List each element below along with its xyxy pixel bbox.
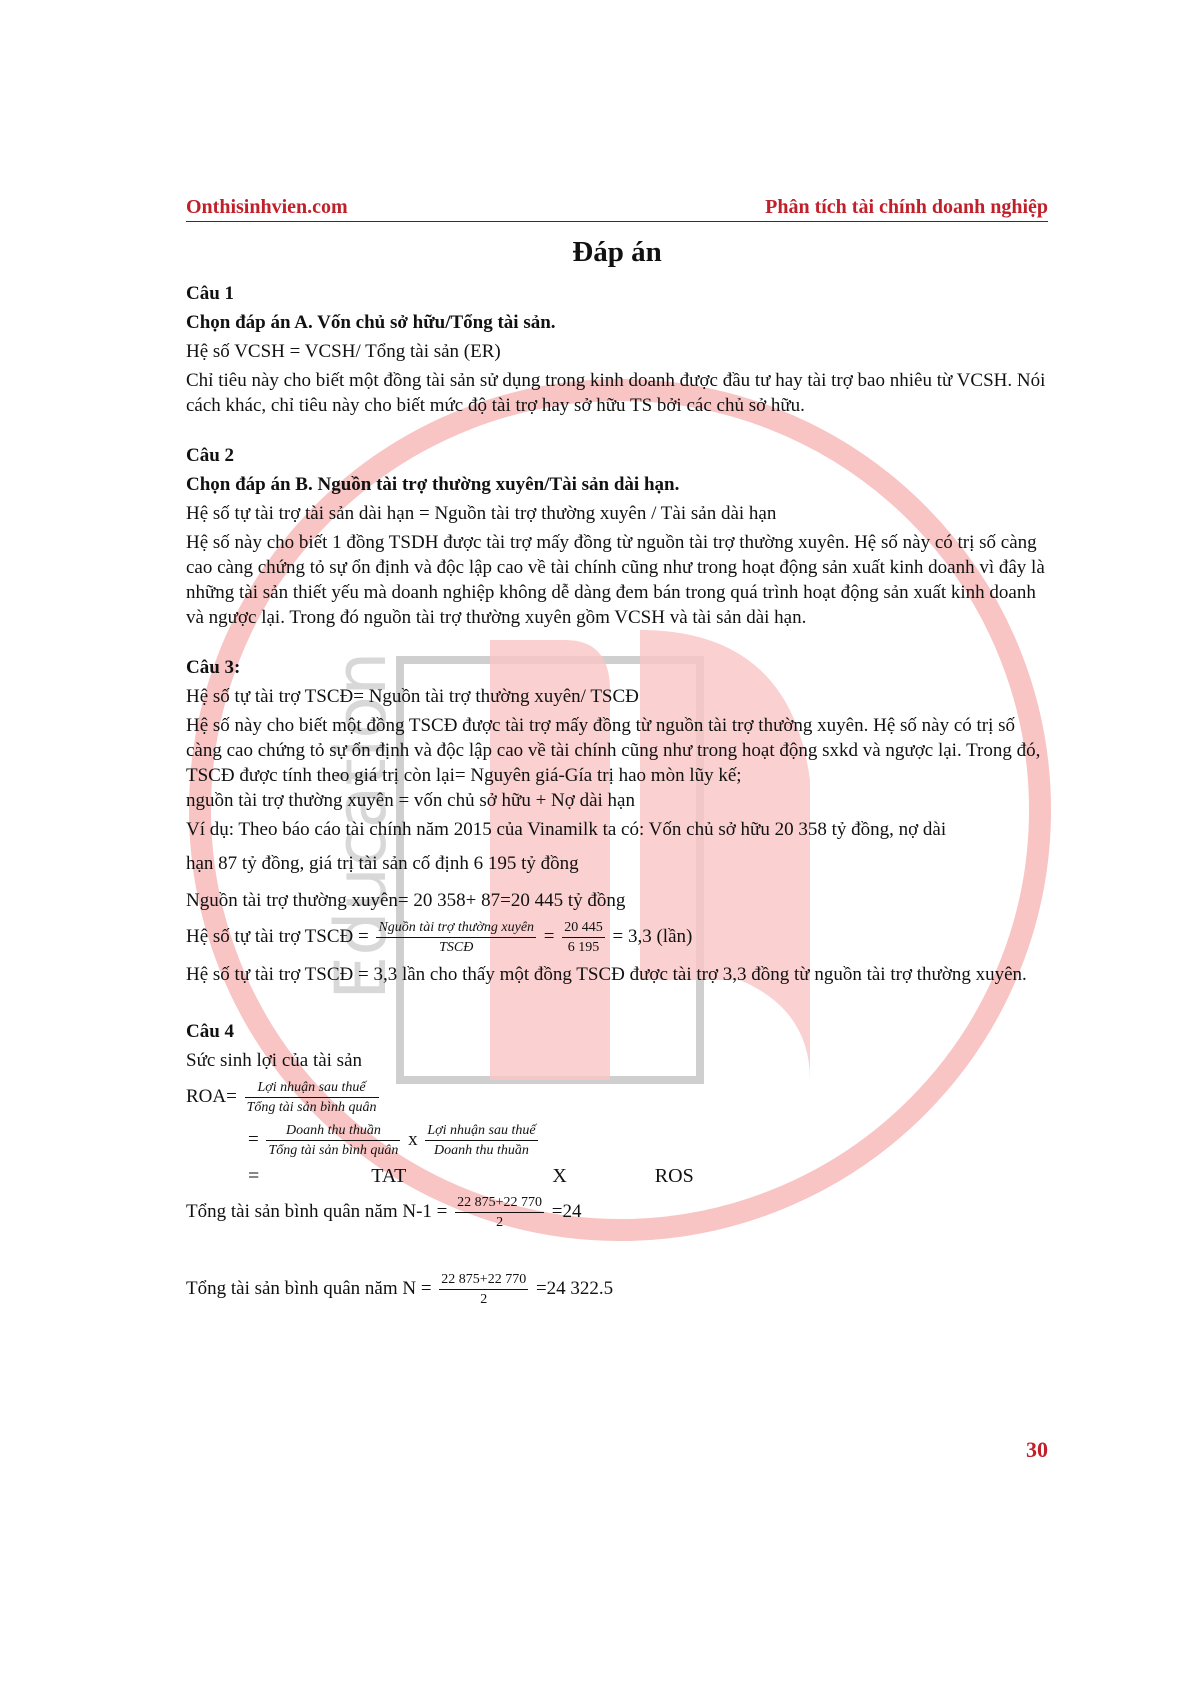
cau1-heading: Câu 1 <box>186 283 235 304</box>
cau1-answer: Chọn đáp án A. Vốn chủ sở hữu/Tổng tài sản. <box>186 312 556 333</box>
cau3-calc1: Nguồn tài trợ thường xuyên= 20 358+ 87=20 445 tỷ đồng <box>186 890 626 911</box>
fraction: $\frac{22 875+22 770}{2}$ <box>457 1195 543 1230</box>
roa-formula: ROA= $\frac{\text{Lợi nhuận sau thuế}}{\text{Tổng tài sản bình quân}}$ <box>186 1080 377 1115</box>
avg-assets-n: Tổng tài sản bình quân năm N = $\frac{22 875+22 770}{2}$ =24 322.5 <box>186 1272 614 1307</box>
cau4-heading: Câu 4 <box>186 1021 235 1042</box>
fraction: $\frac{20 445}{6 195}$ <box>564 920 603 955</box>
cau1-formula: Hệ số VCSH = VCSH/ Tổng tài sản (ER) <box>186 341 501 362</box>
cau1-explain: Chỉ tiêu này cho biết một đồng tài sản sử dụng trong kinh doanh được đầu tư hay tài trợ bao nhiêu từ VCSH. Nói cách khác, chỉ tiêu này cho biết mức độ tài trợ hay sở hữu TS bởi các chủ sở hữu. <box>186 370 1046 416</box>
fraction: $\frac{\text{Lợi nhuận sau thuế}}{\text{Tổng tài sản bình quân}}$ <box>246 1080 377 1115</box>
cau3-example: Ví dụ: Theo báo cáo tài chính năm 2015 của Vinamilk ta có: Vốn chủ sở hữu 20 358 tỷ đồng, nợ dài <box>186 819 947 840</box>
fraction: $\frac{\text{Doanh thu thuần}}{\text{Tổng tài sản bình quân}}$ <box>268 1123 399 1158</box>
header-subject: Phân tích tài chính doanh nghiệp <box>765 196 1048 218</box>
cau3-heading: Câu 3: <box>186 657 241 678</box>
page-number: 30 <box>1026 1437 1048 1462</box>
cau3-formula: Hệ số tự tài trợ TSCĐ= Nguồn tài trợ thường xuyên/ TSCĐ <box>186 686 639 707</box>
cau2-explain: Hệ số này cho biết 1 đồng TSDH được tài trợ mấy đồng từ nguồn tài trợ thường xuyên. Hệ số này có trị số càng cao càng chứng tỏ sự ổn định và độc lập cao về tài chính cũng như trong hoạt động sản xuất kinh doanh vì đây là những tài sản thiết yếu mà doanh nghiệp không dễ dàng đem bán trong quá trình hoạt động sản xuất kinh doanh và ngược lại. Trong đó nguồn tài trợ thường xuyên gồm VCSH và tài sản dài hạn. <box>186 532 1045 628</box>
fraction: $\frac{\text{Nguồn tài trợ thường xuyên}}{\text{TSCĐ}}$ <box>378 920 535 955</box>
fraction: $\frac{22 875+22 770}{2}$ <box>441 1272 527 1307</box>
cau3-explain: Hệ số này cho biết một đồng TSCĐ được tài trợ mấy đồng từ nguồn tài trợ thường xuyên. Hệ số này có trị số càng cao chứng tỏ sự ổn định và độc lập cao về tài chính cũng như trong hoạt động sxkd và ngược lại. Trong đó, TSCĐ được tính theo giá trị còn lại= Nguyên giá-Gía trị hao mòn lũy kế; <box>186 715 1041 786</box>
roa-decomposition: = $\frac{\text{Doanh thu thuần}}{\text{Tổng tài sản bình quân}}$ x $\frac{\text{Lợi nhuận sau thuế}}{\text{Doanh thu thuần}}$ <box>248 1123 536 1158</box>
page-title: Đáp án <box>572 236 662 268</box>
cau3-explain2: nguồn tài trợ thường xuyên = vốn chủ sở hữu + Nợ dài hạn <box>186 790 635 811</box>
fraction: $\frac{\text{Lợi nhuận sau thuế}}{\text{Doanh thu thuần}}$ <box>427 1123 536 1158</box>
cau2-formula: Hệ số tự tài trợ tài sản dài hạn = Nguồn tài trợ thường xuyên / Tài sản dài hạn <box>186 503 777 524</box>
page-content <box>186 196 1048 1314</box>
cau2-answer: Chọn đáp án B. Nguồn tài trợ thường xuyên/Tài sản dài hạn. <box>186 474 680 495</box>
header-site: Onthisinhvien.com <box>186 196 348 218</box>
cau3-example2: hạn 87 tỷ đồng, giá trị tài sản cố định 6 195 tỷ đồng <box>186 853 579 874</box>
tat-ros-row: = TAT X ROS <box>248 1165 694 1187</box>
watermark-text: Education <box>320 651 402 1000</box>
cau2-heading: Câu 2 <box>186 445 235 466</box>
cau3-ratio-formula: Hệ số tự tài trợ TSCĐ = $\frac{\text{Nguồn tài trợ thường xuyên}}{\text{TSCĐ}}$ = $\frac{20 445}{6 195}$ = 3,3 (lần) <box>186 920 693 955</box>
cau3-conclusion: Hệ số tự tài trợ TSCĐ = 3,3 lần cho thấy một đồng TSCĐ được tài trợ 3,3 đồng từ nguồn tài trợ thường xuyên. <box>186 964 1027 985</box>
avg-assets-n-1: Tổng tài sản bình quân năm N-1 = $\frac{22 875+22 770}{2}$ =24 <box>186 1195 582 1230</box>
cau4-subtitle: Sức sinh lợi của tài sản <box>186 1050 363 1071</box>
page-header <box>186 196 1048 222</box>
